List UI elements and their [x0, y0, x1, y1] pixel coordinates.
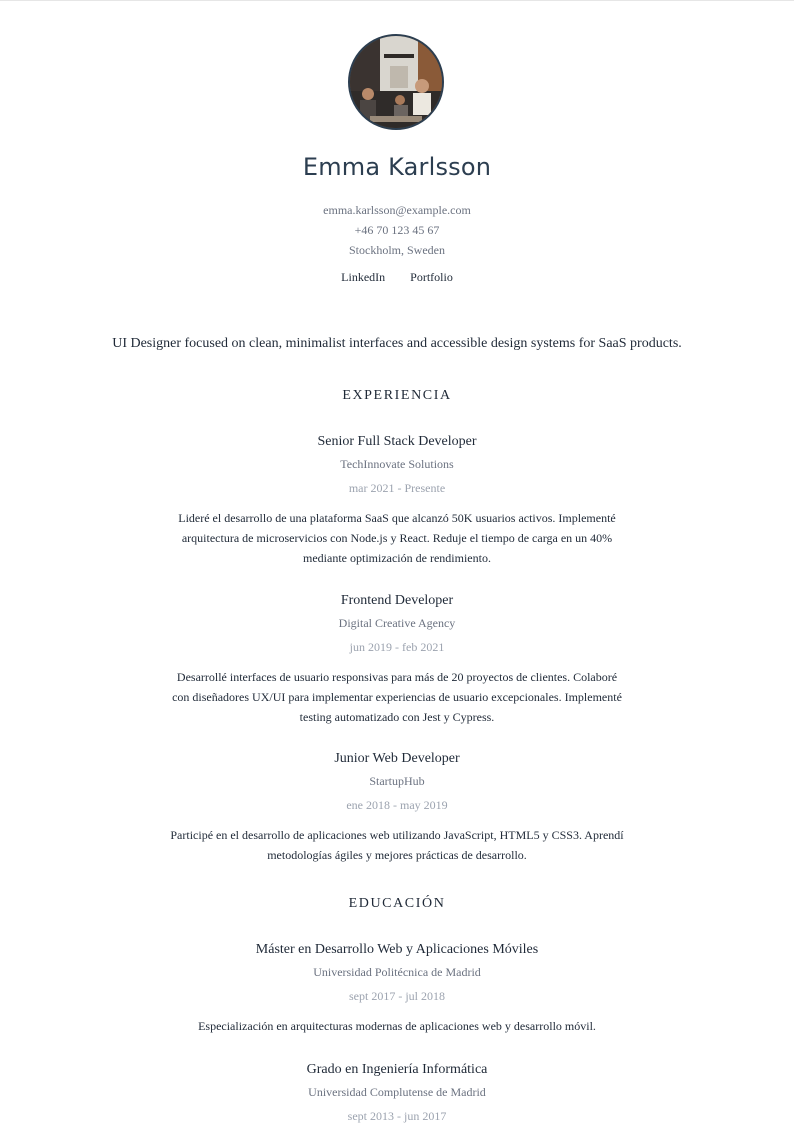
education-item — [0, 941, 794, 1036]
avatar — [348, 34, 444, 130]
job-description: Participé en el desarrollo de aplicaciones web utilizando JavaScript, HTML5 y CSS3. Aprendí metodologías ágiles y mejores prácticas de desarrollo. — [170, 828, 624, 862]
experience-heading: EXPERIENCIA — [342, 388, 452, 403]
dates: sept 2017 - jul 2018 — [349, 989, 445, 1003]
degree-title: Grado en Ingeniería Informática — [306, 1062, 488, 1077]
education-heading: EDUCACIÓN — [348, 896, 446, 911]
degree-description: Especialización en arquitecturas modernas de aplicaciones web y desarrollo móvil. — [198, 1019, 596, 1033]
summary: UI Designer focused on clean, minimalist interfaces and accessible design systems for SaaS products. — [112, 336, 682, 351]
job-title: Senior Full Stack Developer — [317, 434, 477, 449]
job-description: Lideré el desarrollo de una plataforma SaaS que alcanzó 50K usuarios activos. Implementé arquitectura de microservicios con Node.js y React. Reduje el tiempo de carga en un 40% mediante optimización de rendimiento. — [178, 511, 616, 565]
dates: jun 2019 - feb 2021 — [349, 640, 445, 654]
resume-page — [0, 1, 794, 1124]
experience-item — [0, 433, 794, 568]
job-title: Junior Web Developer — [334, 751, 460, 766]
job-description: Desarrollé interfaces de usuario responsivas para más de 20 proyectos de clientes. Colaboré con diseñadores UX/UI para implementar experiencias de usuario excepcionales. Implementé testing automatizado con Jest y Cypress. — [172, 670, 622, 724]
phone[interactable]: +46 70 123 45 67 — [354, 223, 440, 237]
email[interactable]: emma.karlsson@example.com — [323, 203, 471, 217]
avatar-photo — [350, 36, 442, 128]
profile-name: Emma Karlsson — [302, 153, 492, 181]
dates: ene 2018 - may 2019 — [346, 798, 448, 812]
dates: mar 2021 - Presente — [348, 481, 446, 495]
experience-item — [0, 750, 794, 865]
institution: Universidad Politécnica de Madrid — [313, 965, 481, 979]
portfolio-link[interactable]: Portfolio — [410, 270, 453, 284]
dates: sept 2013 - jun 2017 — [347, 1109, 447, 1123]
company: Digital Creative Agency — [338, 616, 456, 630]
profile-links — [0, 270, 794, 285]
education-item — [0, 1061, 794, 1124]
company: StartupHub — [369, 774, 425, 788]
institution: Universidad Complutense de Madrid — [308, 1085, 486, 1099]
job-title: Frontend Developer — [340, 593, 454, 608]
linkedin-link[interactable]: LinkedIn — [341, 270, 386, 284]
experience-item — [0, 592, 794, 727]
location: Stockholm, Sweden — [349, 243, 445, 257]
company: TechInnovate Solutions — [340, 457, 454, 471]
degree-title: Máster en Desarrollo Web y Aplicaciones Móviles — [255, 942, 539, 957]
